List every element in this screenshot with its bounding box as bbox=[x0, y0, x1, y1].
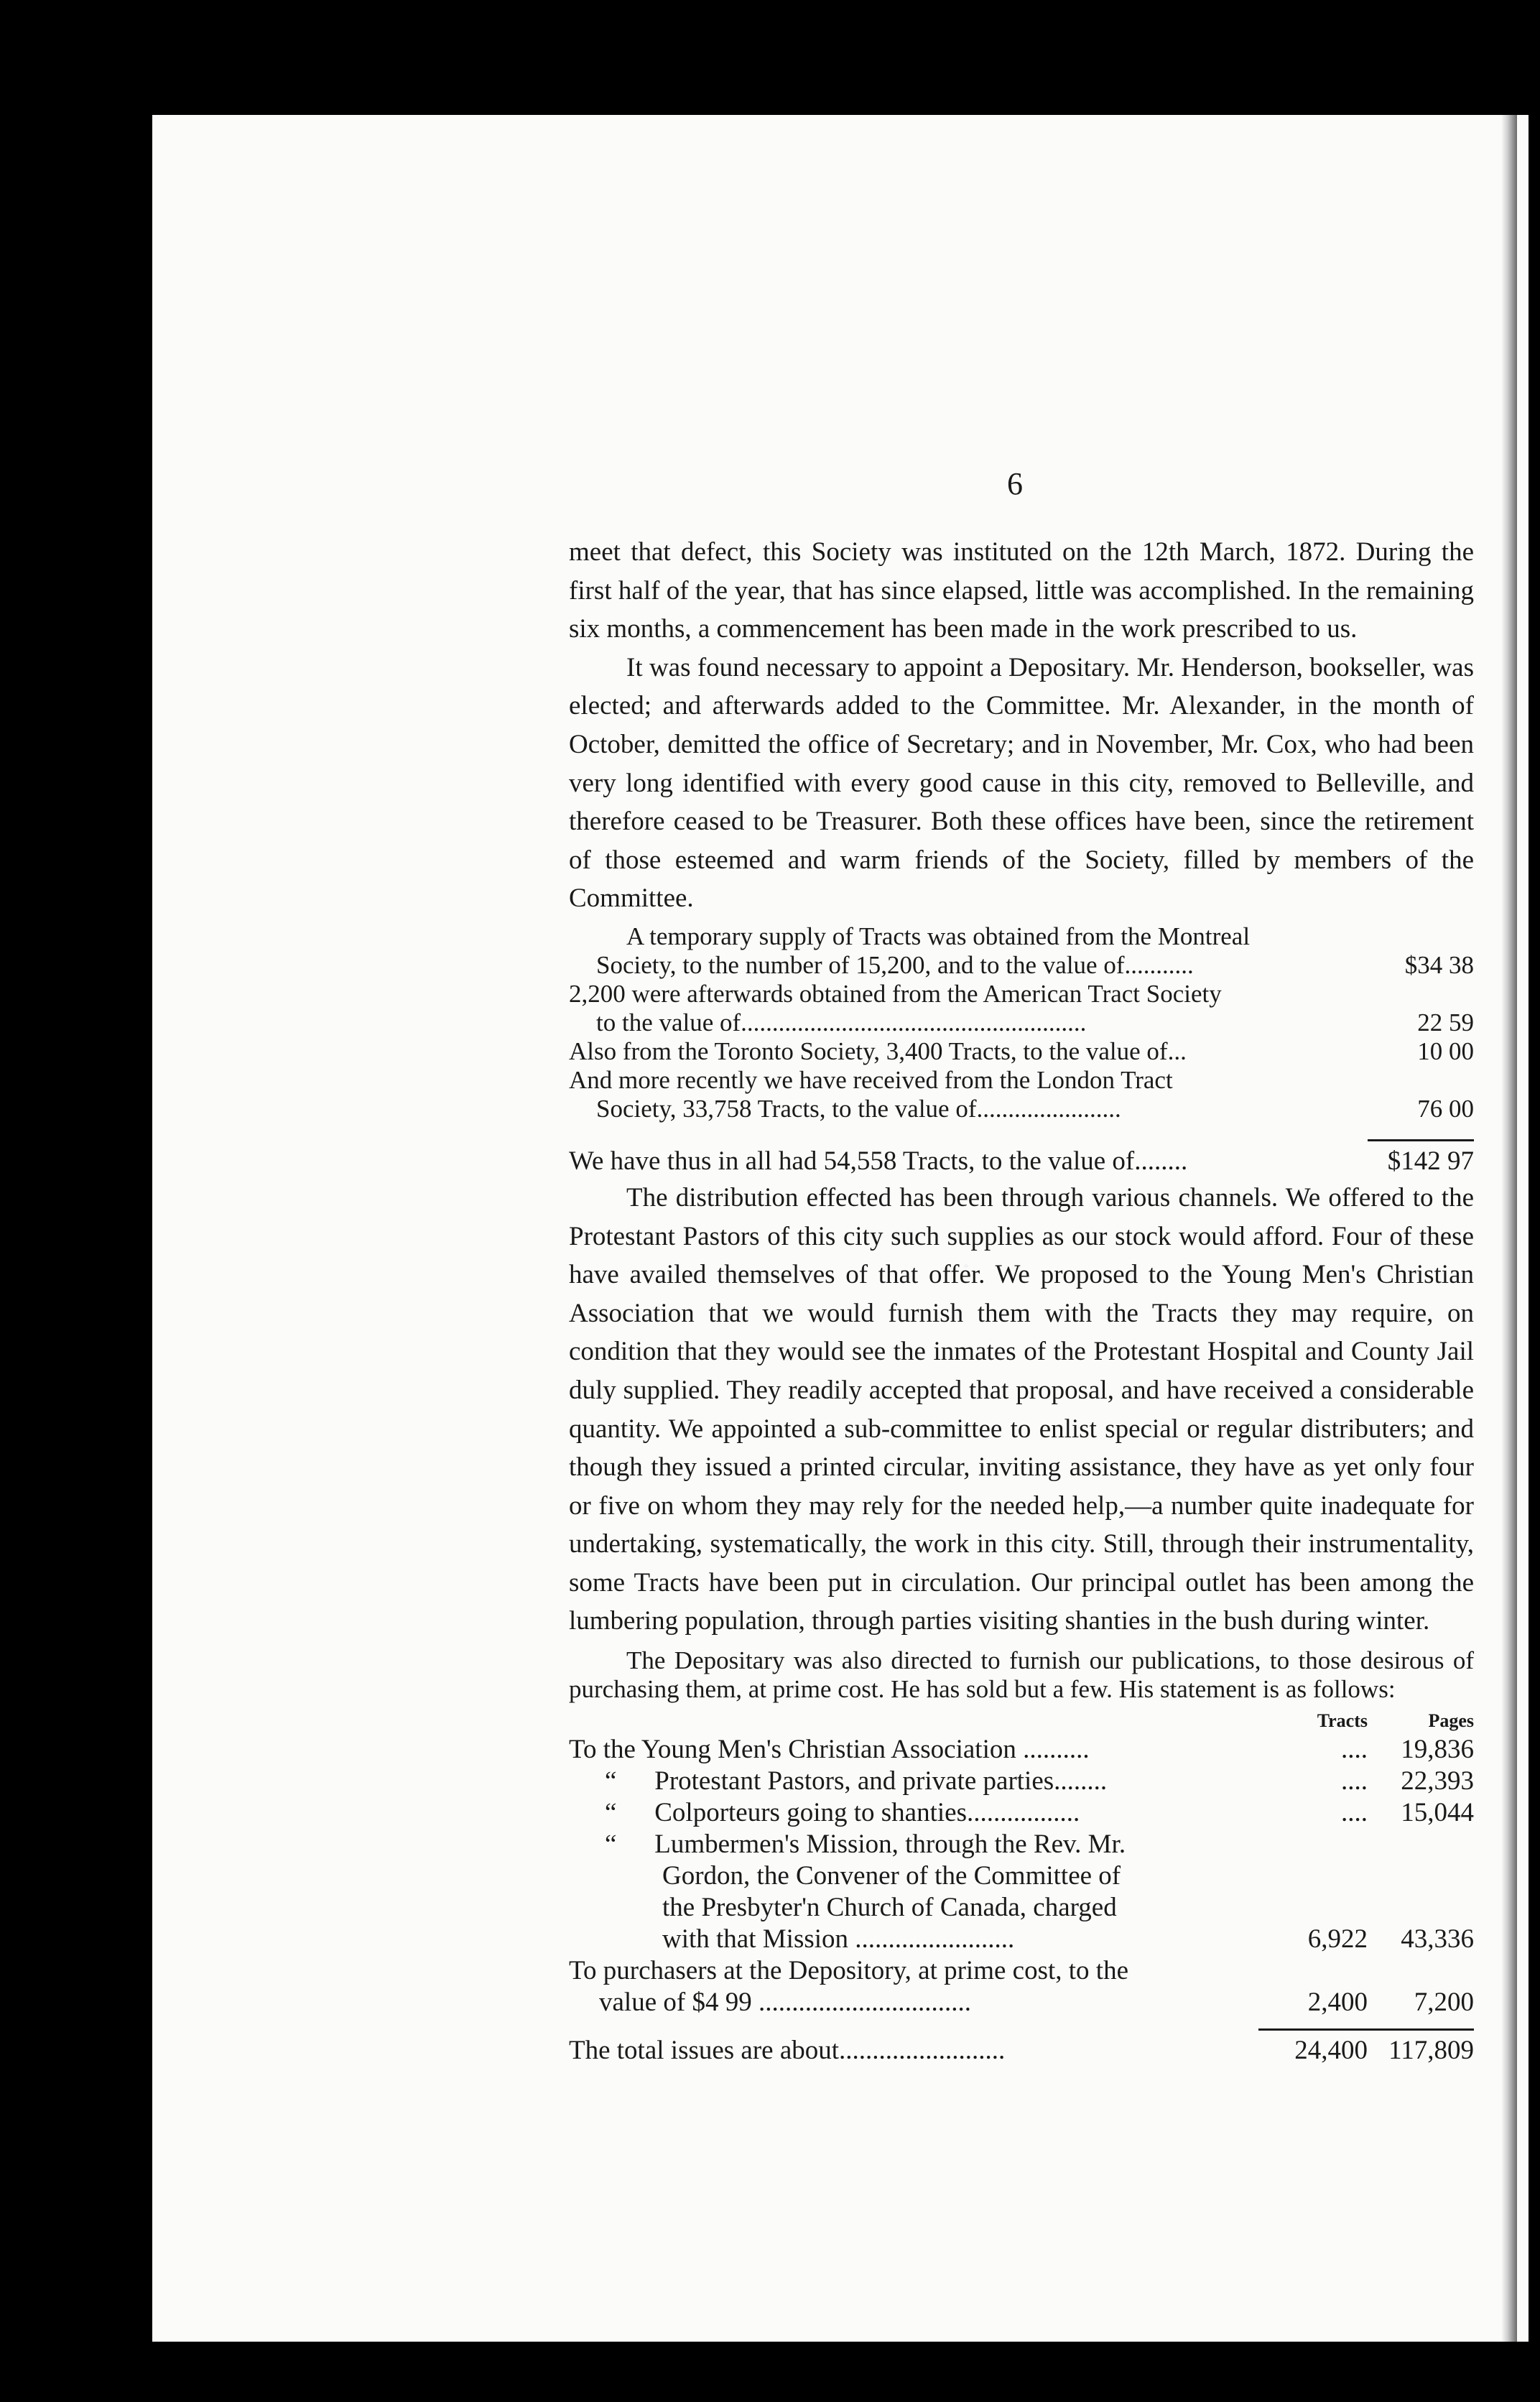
supply-row-desc: And more recently we have received from the London Tract bbox=[569, 1065, 1173, 1094]
supply-total-row bbox=[569, 1144, 1474, 1179]
page-edge-shadow bbox=[1501, 115, 1517, 2342]
supply-row-desc: Society, 33,758 Tracts, to the value of....................... bbox=[596, 1094, 1121, 1123]
statement-row bbox=[569, 1860, 1474, 1892]
supply-row-desc: to the value of....................................................... bbox=[596, 1008, 1087, 1037]
statement-row bbox=[569, 1987, 1474, 2018]
supply-total-amount: $142 97 bbox=[1387, 1146, 1474, 1176]
supply-row-amount: 22 59 bbox=[1417, 1008, 1474, 1037]
supply-row-amount: 10 00 bbox=[1417, 1037, 1474, 1065]
statement-row-desc: the Presbyter'n Church of Canada, charged bbox=[662, 1893, 1117, 1923]
statement-row bbox=[569, 1766, 1474, 1797]
statement-row-desc bbox=[569, 1829, 1253, 1860]
statement-total-row bbox=[569, 2035, 1474, 2067]
statement-row bbox=[569, 1892, 1474, 1924]
statement-row-text: Young Men's Christian Association .......... bbox=[641, 1735, 1090, 1765]
statement-row-tracts: .... bbox=[1341, 1735, 1368, 1765]
statement-table bbox=[569, 1734, 1474, 2067]
statement-row-pages: 19,836 bbox=[1401, 1735, 1474, 1765]
statement-row bbox=[569, 1924, 1474, 1955]
document-page bbox=[152, 115, 1529, 2342]
statement-row-desc: To purchasers at the Depository, at prime cost, to the bbox=[569, 1956, 1128, 1986]
ditto-mark: “ bbox=[605, 1766, 617, 1796]
col-pages-header: Pages bbox=[1428, 1710, 1474, 1732]
body-text bbox=[569, 533, 1474, 2067]
supply-row-amount: 76 00 bbox=[1417, 1094, 1474, 1123]
statement-row bbox=[569, 1734, 1474, 1766]
statement-row-tracts: 2,400 bbox=[1307, 1988, 1368, 2018]
supply-table bbox=[569, 951, 1474, 1179]
paragraph-1: meet that defect, this Society was instituted on the 12th March, 1872. During the first half of the year, that has since elapsed, little was accomplished. In the remaining six months, a commencement has been made in the work prescribed to us. bbox=[569, 537, 1474, 644]
supply-row bbox=[569, 1095, 1474, 1123]
statement-row-desc: value of $4 99 ................................ bbox=[599, 1988, 971, 2018]
col-tracts-header: Tracts bbox=[1317, 1710, 1368, 1732]
statement-row-desc: with that Mission ........................ bbox=[662, 1924, 1015, 1954]
paragraph-3: The distribution effected has been through various channels. We offered to the Protestant Pastors of this city such supplies as our stock would afford. Four of these have availed themselves of that offer. We proposed to the Young Men's Christian Association that we would furnish them with the Tracts they may require, on condition that they would see the inmates of the Protestant Hospital and County Jail duly supplied. They readily accepted that proposal, and have received a considerable quantity. We appointed a sub-committee to enlist special or regular distributers; and though they issued a printed circular, inviting assistance, they have as yet only four or five on whom they may rely for the needed help,—a number quite inadequate for undertaking, systematically, the work in this city. Still, through their instrumentality, some Tracts have been put in circulation. Our principal outlet has been among the lumbering population, through parties visiting shanties in the bush during winter. bbox=[569, 1182, 1474, 1636]
statement-row-tracts: 6,922 bbox=[1307, 1924, 1368, 1954]
statement-row-tracts: .... bbox=[1341, 1766, 1368, 1796]
supply-row-desc: Society, to the number of 15,200, and to the value of........... bbox=[596, 950, 1194, 979]
ditto-mark: To the bbox=[569, 1735, 636, 1765]
statement-total-text: The total issues are about......................... bbox=[569, 2036, 1006, 2066]
supply-intro: A temporary supply of Tracts was obtained from the Montreal bbox=[626, 922, 1251, 950]
supply-row-amount: $34 38 bbox=[1404, 950, 1474, 979]
statement-row-text: Lumbermen's Mission, through the Rev. Mr. bbox=[654, 1830, 1126, 1860]
paragraph-4: The Depositary was also directed to furnish our publications, to those desirous of purchasing them, at prime cost. He has sold but a few. His statement is as follows: bbox=[569, 1646, 1474, 1704]
statement-row-desc bbox=[569, 1766, 1253, 1797]
statement-row-desc bbox=[569, 1797, 1253, 1829]
statement-total-rule bbox=[1258, 2028, 1474, 2031]
statement-total-tracts: 24,400 bbox=[1294, 2036, 1368, 2066]
supply-row bbox=[569, 1066, 1474, 1095]
supply-row bbox=[569, 1037, 1474, 1066]
supply-row bbox=[569, 951, 1474, 980]
statement-row bbox=[569, 1955, 1474, 1987]
supply-row bbox=[569, 980, 1474, 1008]
supply-total-text: We have thus in all had 54,558 Tracts, to the value of........ bbox=[569, 1146, 1188, 1176]
statement-row bbox=[569, 1797, 1474, 1829]
supply-row-desc: 2,200 were afterwards obtained from the American Tract Society bbox=[569, 979, 1222, 1008]
page-number: 6 bbox=[1007, 466, 1023, 501]
supply-total-rule bbox=[1368, 1139, 1474, 1141]
statement-row-pages: 22,393 bbox=[1401, 1766, 1474, 1796]
statement-row-pages: 43,336 bbox=[1401, 1924, 1474, 1954]
statement-row-text: Colporteurs going to shanties................. bbox=[654, 1798, 1080, 1828]
statement-total-pages: 117,809 bbox=[1388, 2036, 1474, 2066]
statement-row-text: Protestant Pastors, and private parties........ bbox=[654, 1766, 1108, 1796]
supply-row-desc: Also from the Toronto Society, 3,400 Tracts, to the value of... bbox=[569, 1037, 1187, 1065]
statement-row-desc bbox=[569, 1734, 1253, 1766]
statement-row-pages: 15,044 bbox=[1401, 1798, 1474, 1828]
supply-row bbox=[569, 1008, 1474, 1037]
statement-row-tracts: .... bbox=[1341, 1798, 1368, 1828]
statement-row-pages: 7,200 bbox=[1414, 1988, 1474, 2018]
paragraph-2: It was found necessary to appoint a Depositary. Mr. Henderson, bookseller, was elected; and afterwards added to the Committee. Mr. Alexander, in the month of October, demitted the office of Secretary; and in November, Mr. Cox, who had been very long identified with every good cause in this city, removed to Belleville, and therefore ceased to be Treasurer. Both these offices have been, since the retirement of those esteemed and warm friends of the Society, filled by members of the Committee. bbox=[569, 652, 1474, 914]
ditto-mark: “ bbox=[605, 1830, 617, 1860]
statement-row bbox=[569, 1829, 1474, 1860]
statement-header bbox=[569, 1708, 1474, 1734]
statement-row-desc: Gordon, the Convener of the Committee of bbox=[662, 1861, 1121, 1891]
ditto-mark: “ bbox=[605, 1798, 617, 1828]
